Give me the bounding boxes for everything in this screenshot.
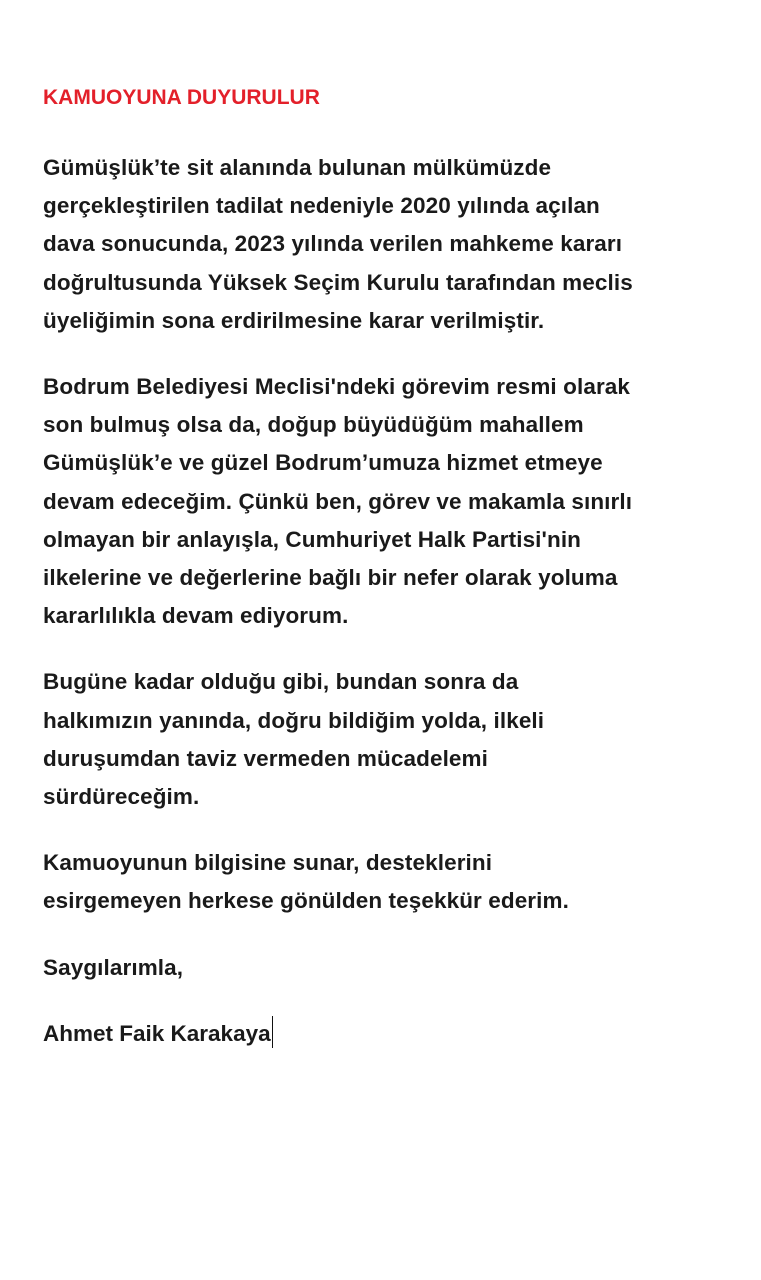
signature-line[interactable] [43,1015,273,1053]
text-line: kararlılıkla devam ediyorum. [43,603,349,629]
text-line: Kamuoyunun bilgisine sunar, desteklerini [43,850,493,876]
signature-name: Ahmet Faik Karakaya [43,1020,271,1046]
announcement-heading: KAMUOYUNA DUYURULUR [43,86,320,109]
paragraph-3 [43,663,733,816]
text-line: esirgemeyen herkese gönülden teşekkür ederim. [43,888,569,914]
text-line: dava sonucunda, 2023 yılında verilen mahkeme kararı [43,231,623,257]
text-line: halkımızın yanında, doğru bildiğim yolda, ilkeli [43,707,545,733]
text-line: Saygılarımla, [43,954,184,980]
document-body [43,84,733,1053]
paragraph-4 [43,844,733,920]
text-line: Bodrum Belediyesi Meclisi'ndeki görevim resmi olarak [43,374,631,400]
text-line: duruşumdan taviz vermeden mücadelemi [43,745,488,771]
text-line: son bulmuş olsa da, doğup büyüdüğüm mahallem [43,412,584,438]
text-line: ilkelerine ve değerlerine bağlı bir nefer olarak yoluma [43,565,618,591]
paragraph-1 [43,149,733,340]
text-line: üyeliğimin sona erdirilmesine karar verilmiştir. [43,307,545,333]
text-line: sürdüreceğim. [43,784,200,810]
text-cursor [272,1016,274,1048]
paragraph-2 [43,368,733,635]
text-line: olmayan bir anlayışla, Cumhuriyet Halk Partisi'nin [43,526,582,552]
text-line: devam edeceğim. Çünkü ben, görev ve makamla sınırlı [43,488,633,514]
closing-salutation [43,949,733,987]
text-line: Gümüşlük’te sit alanında bulunan mülkümüzde [43,155,552,180]
text-line: gerçekleştirilen tadilat nedeniyle 2020 yılında açılan [43,193,600,219]
text-line: Bugüne kadar olduğu gibi, bundan sonra da [43,669,519,695]
text-line: doğrultusunda Yüksek Seçim Kurulu tarafından meclis [43,269,633,295]
text-line: Gümüşlük’e ve güzel Bodrum’umuza hizmet etmeye [43,450,603,476]
